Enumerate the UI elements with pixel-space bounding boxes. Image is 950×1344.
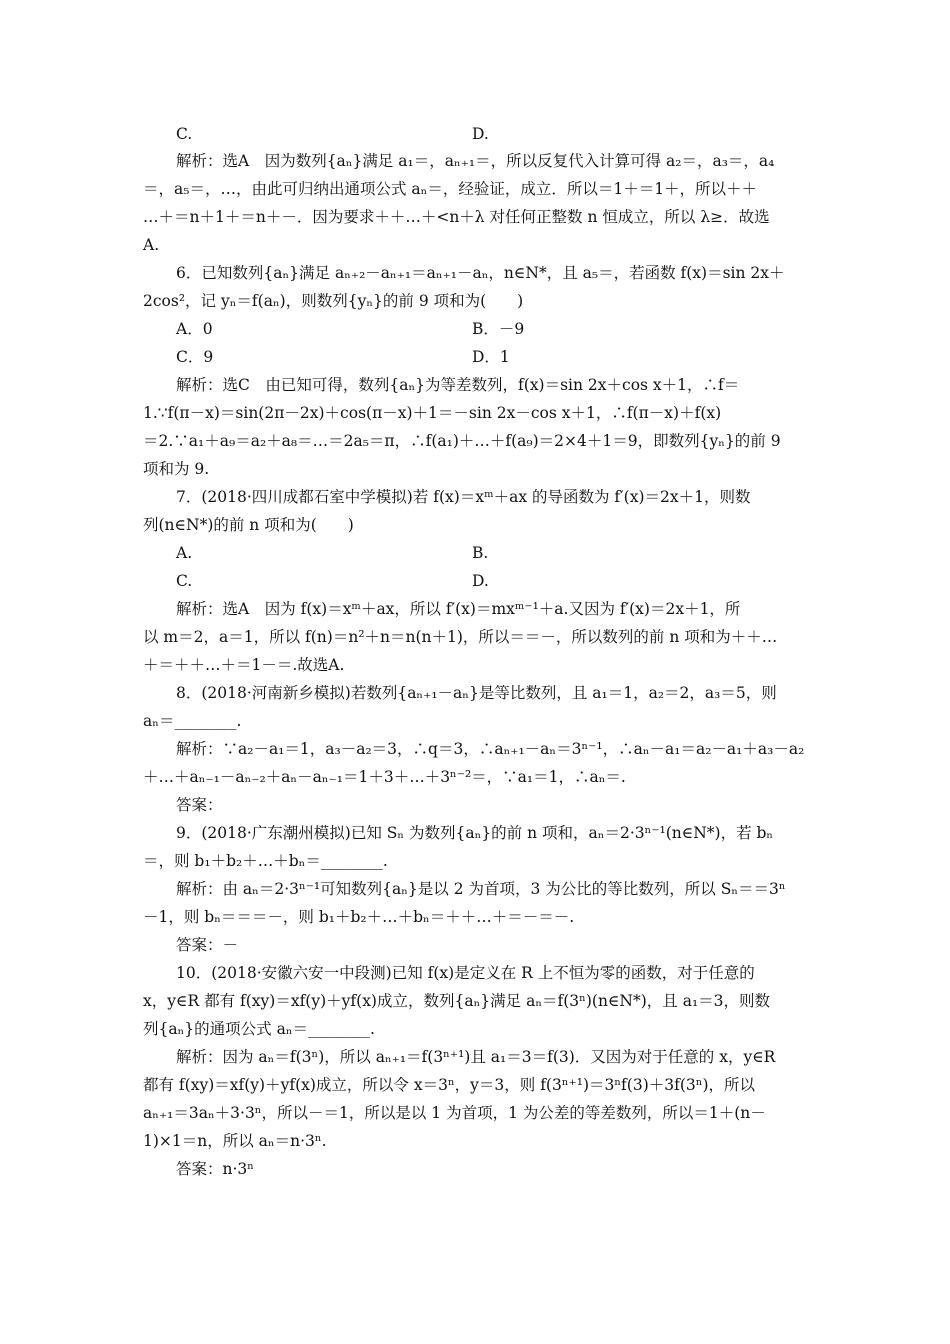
text-line: 列(n∈N*)的前 n 项和为( ) <box>143 516 354 534</box>
text-line: 6．已知数列{aₙ}满足 aₙ₊₂－aₙ₊₁＝aₙ₊₁－aₙ，n∈N*，且 a₅＝，若函数 f(x)＝sin 2x＋ <box>176 264 785 282</box>
text-line: ＝，a₅＝，…，由此可归纳出通项公式 aₙ＝，经验证，成立．所以＝1＋＝1＋，所以＋＋ <box>143 180 758 198</box>
text-line: 答案：n·3ⁿ <box>176 1160 254 1178</box>
text-line: x，y∈R 都有 f(xy)＝xf(y)＋yf(x)成立，数列{aₙ}满足 aₙ＝f(3ⁿ)(n∈N*)，且 a₁＝3，则数 <box>143 992 771 1010</box>
text-line: 解析：因为 aₙ＝f(3ⁿ)，所以 aₙ₊₁＝f(3ⁿ⁺¹)且 a₁＝3＝f(3)．又因为对于任意的 x，y∈R <box>176 1048 776 1066</box>
text-line: 都有 f(xy)＝xf(y)＋yf(x)成立，所以令 x＝3ⁿ，y＝3，则 f(3ⁿ⁺¹)＝3ⁿf(3)＋3f(3ⁿ)，所以 <box>143 1076 756 1094</box>
text-line: 1)×1＝n，所以 aₙ＝n·3ⁿ. <box>143 1132 327 1150</box>
text-line: D. <box>472 572 489 590</box>
text-line: 以 m＝2，a＝1，所以 f(n)＝n²＋n＝n(n＋1)，所以＝＝－，所以数列的前 n 项和为＋＋… <box>143 628 778 646</box>
text-line: ＋…＋aₙ₋₁－aₙ₋₂＋aₙ－aₙ₋₁＝1＋3＋…＋3ⁿ⁻²＝，∵a₁＝1，∴aₙ＝. <box>143 768 626 786</box>
text-line: 8．(2018·河南新乡模拟)若数列{aₙ₊₁－aₙ}是等比数列，且 a₁＝1，a₂＝2，a₃＝5，则 <box>176 684 777 702</box>
text-line: 解析：选A 因为数列{aₙ}满足 a₁＝，aₙ₊₁＝，所以反复代入计算可得 a₂＝，a₃＝，a₄ <box>176 152 775 170</box>
text-line: 10．(2018·安徽六安一中段测)已知 f(x)是定义在 R 上不恒为零的函数，对于任意的 <box>176 964 755 982</box>
text-line: 答案：－ <box>176 936 239 954</box>
text-line: D．1 <box>472 348 510 366</box>
text-line: C．9 <box>176 348 214 366</box>
text-line: D. <box>472 125 489 143</box>
text-line: ＋＝＋＋…＋＝1－＝.故选A. <box>143 656 345 674</box>
text-line: 答案： <box>176 796 223 814</box>
text-line: C. <box>176 572 193 590</box>
text-line: B. <box>472 544 489 562</box>
text-line: …＋＝n＋1＋＝n＋－．因为要求＋＋…＋<n＋λ 对任何正整数 n 恒成立，所以 λ≥．故选 <box>143 208 770 226</box>
text-line: 2cos²，记 yₙ＝f(aₙ)，则数列{yₙ}的前 9 项和为( ) <box>143 292 524 310</box>
text-line: 项和为 9. <box>143 460 210 478</box>
text-line: ＝2.∵a₁＋a₉＝a₂＋a₈＝…＝2a₅＝π，∴f(a₁)＋…＋f(a₉)＝2×4＋1＝9，即数列{yₙ}的前 9 <box>143 432 781 450</box>
text-line: A. <box>176 544 193 562</box>
text-line: A. <box>143 236 160 254</box>
text-line: 解析：由 aₙ＝2·3ⁿ⁻¹可知数列{aₙ}是以 2 为首项，3 为公比的等比数列，所以 Sₙ＝＝3ⁿ <box>176 880 786 898</box>
text-line: 9．(2018·广东潮州模拟)已知 Sₙ 为数列{aₙ}的前 n 项和，aₙ＝2·3ⁿ⁻¹(n∈N*)，若 bₙ <box>176 824 774 842</box>
text-line: aₙ＝________. <box>143 712 242 730</box>
text-line: 解析：选A 因为 f(x)＝xᵐ＋ax，所以 f′(x)＝mxᵐ⁻¹＋a.又因为 f′(x)＝2x＋1，所 <box>176 600 741 618</box>
text-line: C. <box>176 125 193 143</box>
text-line: ＝，则 b₁＋b₂＋…＋bₙ＝________. <box>143 852 388 870</box>
text-line: 解析：∵a₂－a₁＝1，a₃－a₂＝3，∴q＝3，∴aₙ₊₁－aₙ＝3ⁿ⁻¹，∴aₙ－a₁＝a₂－a₁＋a₃－a₂ <box>176 740 805 758</box>
text-line: 列{aₙ}的通项公式 aₙ＝________. <box>143 1020 375 1038</box>
text-line: －1，则 bₙ＝＝＝－，则 b₁＋b₂＋…＋bₙ＝＋＋…＋＝－＝－. <box>143 908 575 926</box>
text-line: 1.∵f(π－x)＝sin(2π－2x)＋cos(π－x)＋1＝－sin 2x－cos x＋1，∴f(π－x)＋f(x) <box>143 404 722 422</box>
text-line: 解析：选C 由已知可得，数列{aₙ}为等差数列，f(x)＝sin 2x＋cos x＋1，∴f＝ <box>176 376 740 394</box>
text-line: 7．(2018·四川成都石室中学模拟)若 f(x)＝xᵐ＋ax 的导函数为 f′(x)＝2x＋1，则数 <box>176 488 751 506</box>
text-line: aₙ₊₁＝3aₙ＋3·3ⁿ，所以－＝1，所以是以 1 为首项，1 为公差的等差数列，所以＝1＋(n－ <box>143 1104 766 1122</box>
text-line: B．－9 <box>472 320 525 338</box>
text-line: A．0 <box>176 320 213 338</box>
